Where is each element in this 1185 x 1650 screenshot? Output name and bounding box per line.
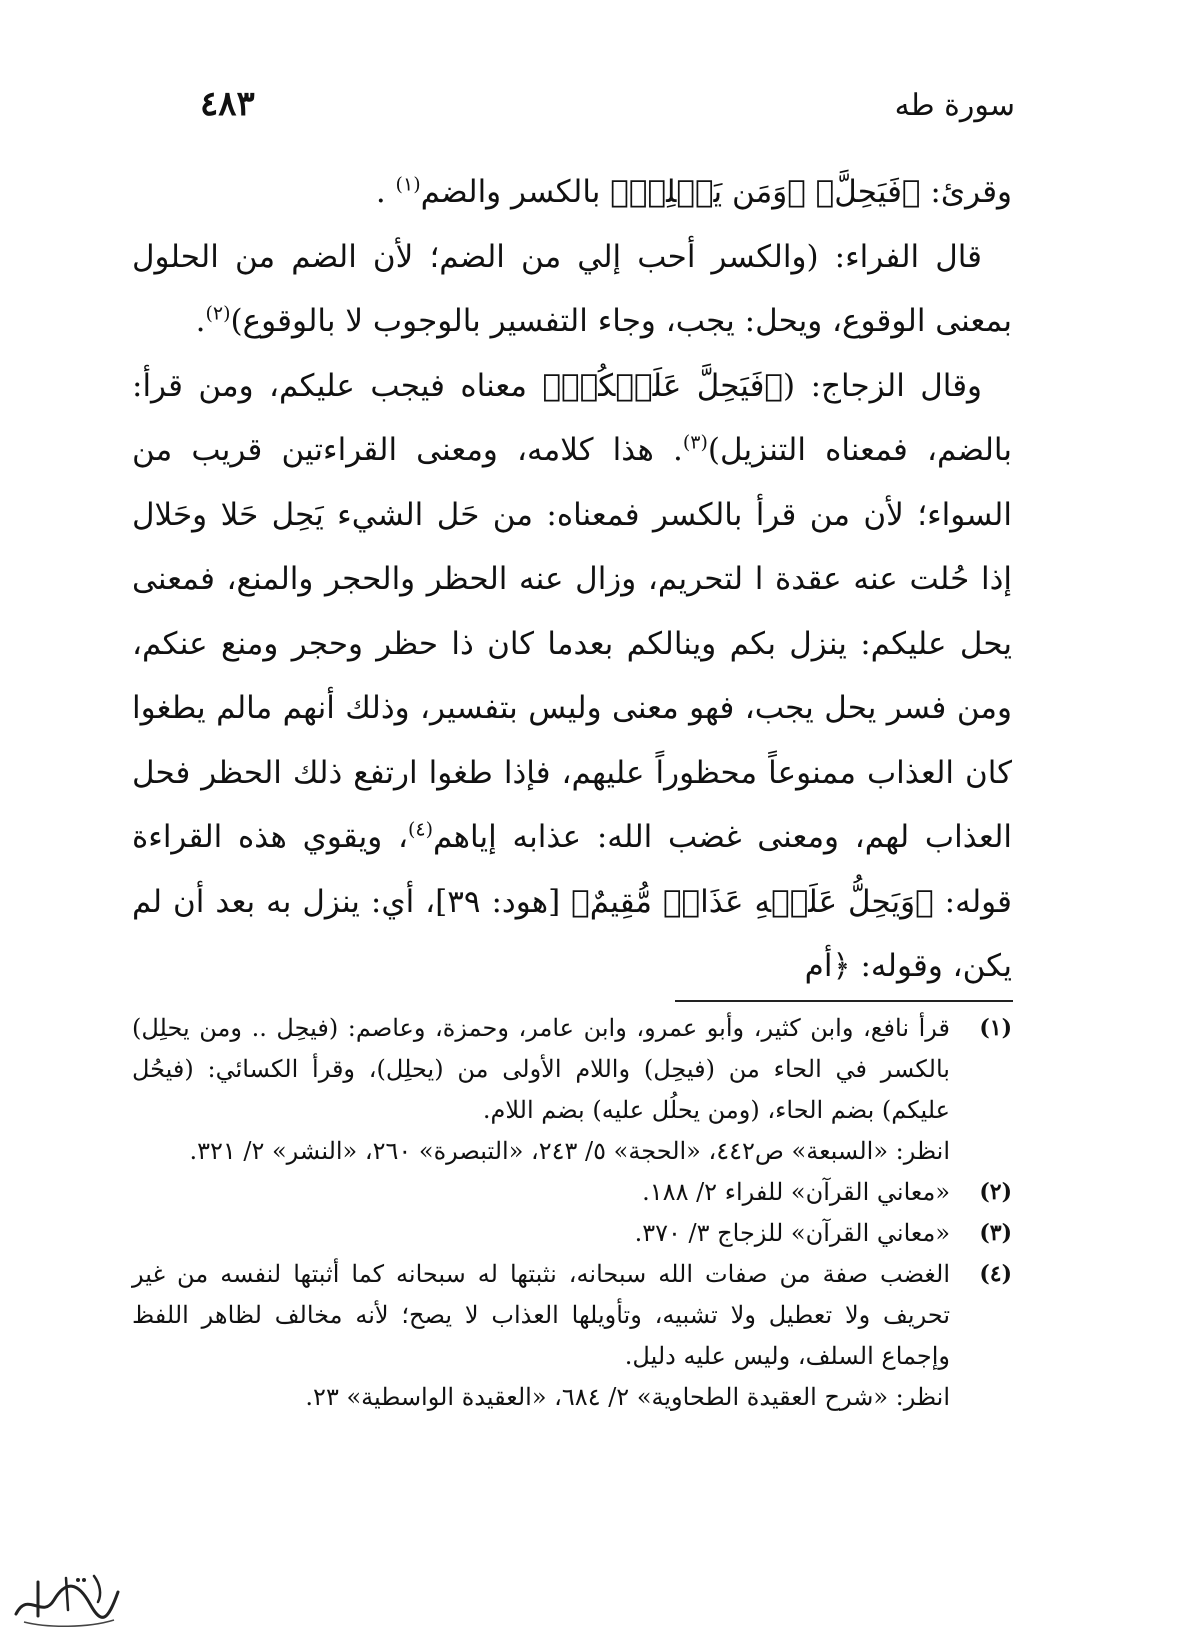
footnote-3 — [132, 1213, 1012, 1254]
footnote-2 — [132, 1172, 1012, 1213]
calligraphy-logo-icon — [8, 1570, 126, 1632]
footnote-ref-3[interactable]: (٣) — [682, 431, 708, 454]
paragraph-2: قال الفراء: (والكسر أحب إلي من الضم؛ لأن الضم من الحلول بمعنى الوقوع، ويحل: يجب، وجاء التفسير بالوجوب لا بالوقوع)$^{(٢)}$. — [132, 238, 1012, 339]
footnote-divider — [675, 1000, 1013, 1002]
paragraph-1: وقرئ: ﴿فَيَحِلَّ﴾ ﴿وَمَن يَحۡلِلۡ﴾ بالكسر والضم$^{(١)}$ . — [375, 173, 1012, 210]
paragraph-3: وقال الزجاج: (﴿فَيَحِلَّ عَلَيۡكُمۡ﴾ معناه فيجب عليكم، ومن قرأ: بالضم، فمعناه التنزيل)$^{(٣)}$. هذا كلامه، ومعنى القراءتين قريب من السواء؛ لأن من قرأ بالكسر فمعناه: من حَل الشيء يَحِل حَلا وحَلال إذا حُلت عنه عقدة ا لتحريم، وزال عنه الحظر والحجر والمنع، فمعنى يحل عليكم: ينزل بكم وينالكم بعدما كان ذا حظر وحجر ومنع عنكم، ومن فسر يحل يجب، فهو معنى وليس بتفسير، وذلك أنهم مالم يطغوا كان العذاب ممنوعاً محظوراً عليهم، فإذا طغوا ارتفع ذلك الحظر فحل العذاب لهم، ومعنى غضب الله: عذابه إياهم$^{(٤)}$، ويقوي هذه القراءة قوله: ﴿وَيَحِلُّ عَلَيۡهِ عَذَابٞ مُّقِيمٌ﴾ [هود: ٣٩]، أي: ينزل به بعد أن لم يكن، وقوله: ﴿أم — [132, 367, 1012, 984]
footnote-4 — [132, 1254, 1012, 1377]
page-number: ٤٨٣ — [200, 84, 255, 124]
quran-quote: ﴿فَيَحِلَّ عَلَيۡكُمۡ﴾ — [542, 367, 784, 404]
footnote-text: «معاني القرآن» للزجاج ٣/ ٣٧٠. — [634, 1219, 950, 1247]
footnote-number: (١) — [979, 1015, 1012, 1041]
footnote-4-reference: انظر: «شرح العقيدة الطحاوية» ٢/ ٦٨٤، «العقيدة الواسطية» ٢٣. — [305, 1383, 950, 1411]
footnote-1 — [132, 1008, 1012, 1131]
quran-quote: ﴿فَيَحِلَّ﴾ — [815, 174, 921, 210]
main-text — [132, 160, 1012, 999]
footnote-ref-2[interactable]: (٢) — [205, 302, 231, 325]
footnote-ref-4[interactable]: (٤) — [407, 818, 434, 841]
publisher-logo — [8, 1570, 126, 1632]
footnote-text: الغضب صفة من صفات الله سبحانه، نثبتها له سبحانه كما أثبتها لنفسه من غير تحريف ولا تعطيل ولا تشبيه، وتأويلها العذاب لا يصح؛ لأنه مخالف لظاهر اللفظ وإجماع السلف، وليس عليه دليل. — [132, 1260, 950, 1370]
quran-quote: ﴿وَيَحِلُّ عَلَيۡهِ عَذَابٞ مُّقِيمٌ﴾ — [571, 883, 934, 920]
quran-quote: ﴿وَمَن يَحۡلِلۡ﴾ — [610, 174, 816, 210]
footnote-number: (٤) — [979, 1261, 1012, 1287]
footnote-text: قرأ نافع، وابن كثير، وأبو عمرو، وابن عامر، وحمزة، وعاصم: (فيحِل .. ومن يحلِل) بالكسر في الحاء من (فيحِل) واللام الأولى من (يحلِل)، وقرأ الكسائي: (فيحُل عليكم) بضم الحاء، (ومن يحلُل عليه) بضم اللام. — [132, 1014, 950, 1124]
footnote-number: (٢) — [979, 1179, 1012, 1205]
footnote-1-reference: انظر: «السبعة» ص٤٤٢، «الحجة» ٥/ ٢٤٣، «التبصرة» ٢٦٠، «النشر» ٢/ ٣٢١. — [189, 1137, 950, 1165]
footnote-number: (٣) — [979, 1220, 1012, 1246]
running-head-surah-name: سورة طه — [894, 88, 1015, 123]
footnote-ref-1[interactable]: (١) — [395, 173, 421, 196]
footnote-text: «معاني القرآن» للفراء ٢/ ١٨٨. — [642, 1178, 950, 1206]
footnotes — [132, 1008, 1012, 1418]
page-header — [200, 84, 1015, 138]
